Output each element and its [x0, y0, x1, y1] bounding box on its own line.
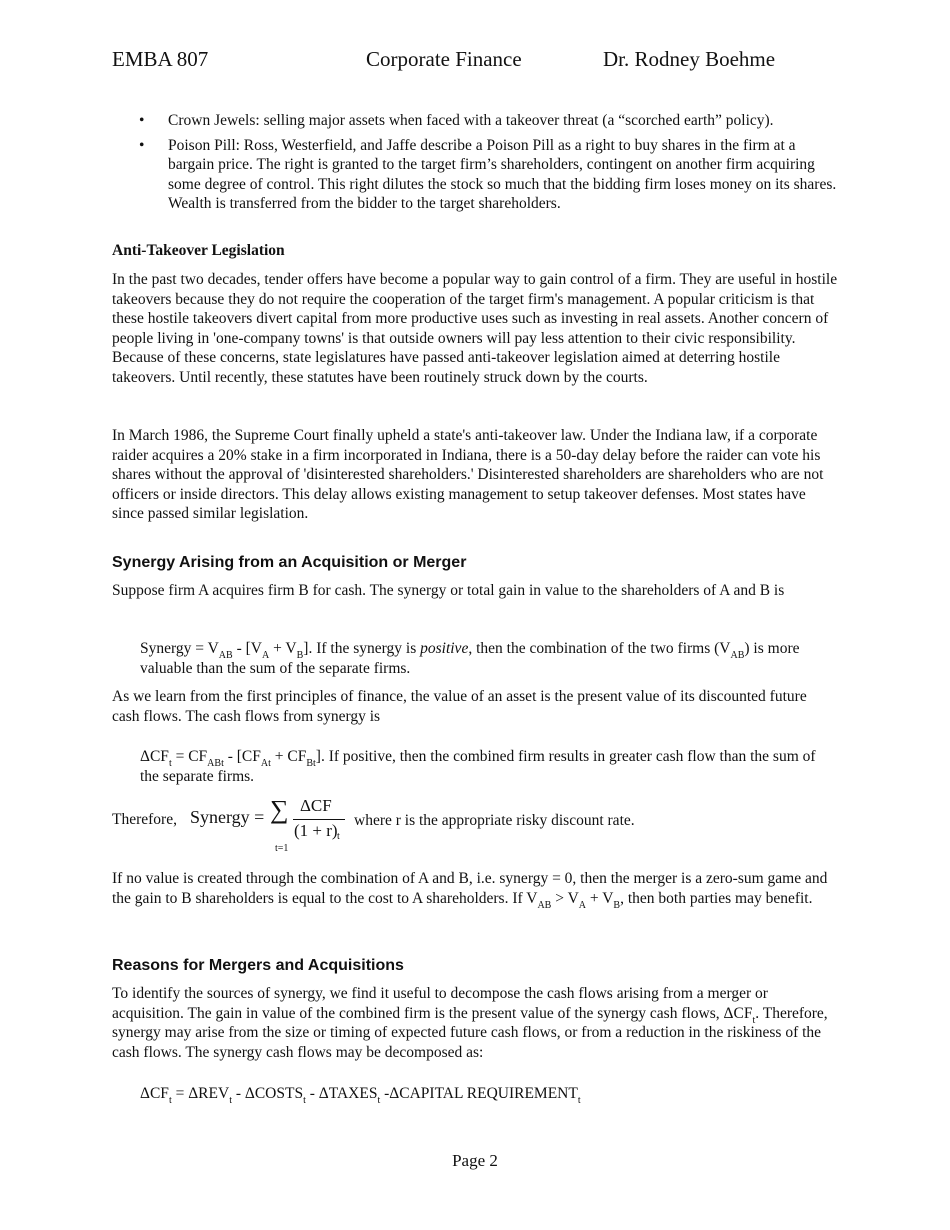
formula-note: where r is the appropriate risky discount rate. — [354, 812, 635, 829]
instructor-name: Dr. Rodney Boehme — [603, 47, 776, 71]
page-number: Page 2 — [452, 1151, 498, 1170]
list-item — [112, 111, 838, 131]
summation-icon: ∑ — [270, 795, 289, 824]
denominator-exponent: t — [337, 831, 340, 842]
list-item-text: Crown Jewels: selling major assets when faced with a takeover threat (a “scorched earth” policy). — [168, 112, 774, 129]
section-heading-reasons: Reasons for Mergers and Acquisitions — [112, 957, 404, 974]
section-heading-synergy: Synergy Arising from an Acquisition or Merger — [112, 554, 467, 571]
synergy-pv-formula — [112, 793, 838, 857]
section-heading-anti-takeover: Anti-Takeover Legislation — [112, 242, 285, 259]
takeover-defense-list — [112, 111, 838, 219]
paragraph-tender-offers: In the past two decades, tender offers have become a popular way to gain control of a firm. They are useful in hostile takeovers because they do not require the cooperation of the target firm's management. A popular criticism is that these hostile takeovers divert capital from more productive uses such as investing in real assets. Another concern of people living in 'one-company towns' is that outside owners will pay less attention to their civic responsibility. Because of these concerns, state legislatures have passed anti-takeover legislation aimed at deterring hostile takeovers. Until recently, these statutes have been routinely struck down by the courts. — [112, 271, 838, 386]
course-title: Corporate Finance — [366, 47, 522, 71]
summation-lower-limit: t=1 — [275, 843, 289, 854]
bullet-icon: • — [139, 136, 145, 154]
paragraph-indiana-law: In March 1986, the Supreme Court finally upheld a state's anti-takeover law. Under the Indiana law, if a corporate raider acquires a 20% stake in a firm incorporated in Indiana, there is a 50-day delay before the raider can vote his shares without the approval of 'disinterested shareholders.' Disinterested shareholders are shareholders who are not officers or inside directors. This delay allows existing management to setup takeover defenses. Most states have since passed similar legislation. — [112, 427, 824, 522]
cash-flow-equation: $\Delta CF_t = CF_{ABt} - [CF_{At} + CF_{Bt}]$. If positive, then the combined firm results in greater cash flow than the sum of the separate firms. — [140, 748, 816, 785]
paragraph-reasons: To identify the sources of synergy, we find it useful to decompose the cash flows arising from a merger or acquisition. The gain in value of the combined firm is the present value of the synergy cash flows, $\Delta CF_t$. Therefore, synergy may arise from the size or timing of expected future cash flows, or from a reduction in the riskiness of the cash flows. The synergy cash flows may be decomposed as: — [112, 985, 828, 1061]
synergy-equation: Synergy = $V_{AB} - [V_A + V_B]$. If the synergy is positive, then the combination of the two firms $(V_{AB})$ is more valuable than the sum of the separate firms. — [140, 640, 800, 677]
page-header — [112, 47, 832, 80]
list-item — [112, 136, 838, 214]
course-code: EMBA 807 — [112, 47, 209, 71]
paragraph-zero-sum: If no value is created through the combination of A and B, i.e. synergy = 0, then the merger is a zero-sum game and the gain to B shareholders is equal to the cost to A shareholders. If $V_{AB} > V_A + V_B$, then both parties may benefit. — [112, 870, 828, 911]
fraction-bar — [293, 819, 345, 820]
therefore-label: Therefore, — [112, 811, 177, 828]
formula-numerator: ΔCF — [300, 796, 332, 815]
paragraph-synergy-intro: Suppose firm A acquires firm B for cash. The synergy or total gain in value to the shareholders of A and B is — [112, 582, 785, 599]
list-item-text: Poison Pill: Ross, Westerfield, and Jaffe describe a Poison Pill as a right to buy shares in the firm at a bargain price. The right is granted to the target firm’s shareholders, contingent on another firm acquiring some degree of control. This right dilutes the stock so much that the bidding firm loses money on its shares. Wealth is transferred from the bidder to the target shareholders. — [168, 136, 837, 212]
paragraph-first-principles: As we learn from the first principles of finance, the value of an asset is the present value of its discounted future cash flows. The cash flows from synergy is — [112, 688, 807, 725]
formula-denominator: (1 + r) — [294, 821, 338, 840]
formula-lhs: Synergy = — [190, 807, 265, 827]
bullet-icon: • — [139, 112, 145, 129]
cash-flow-decomposition: $\Delta CF_t = \Delta REV_t$ - $\Delta COSTS_t$ - $\Delta TAXES_t$ -ΔCAPITAL $REQUIREMENT_t$ — [140, 1085, 581, 1106]
